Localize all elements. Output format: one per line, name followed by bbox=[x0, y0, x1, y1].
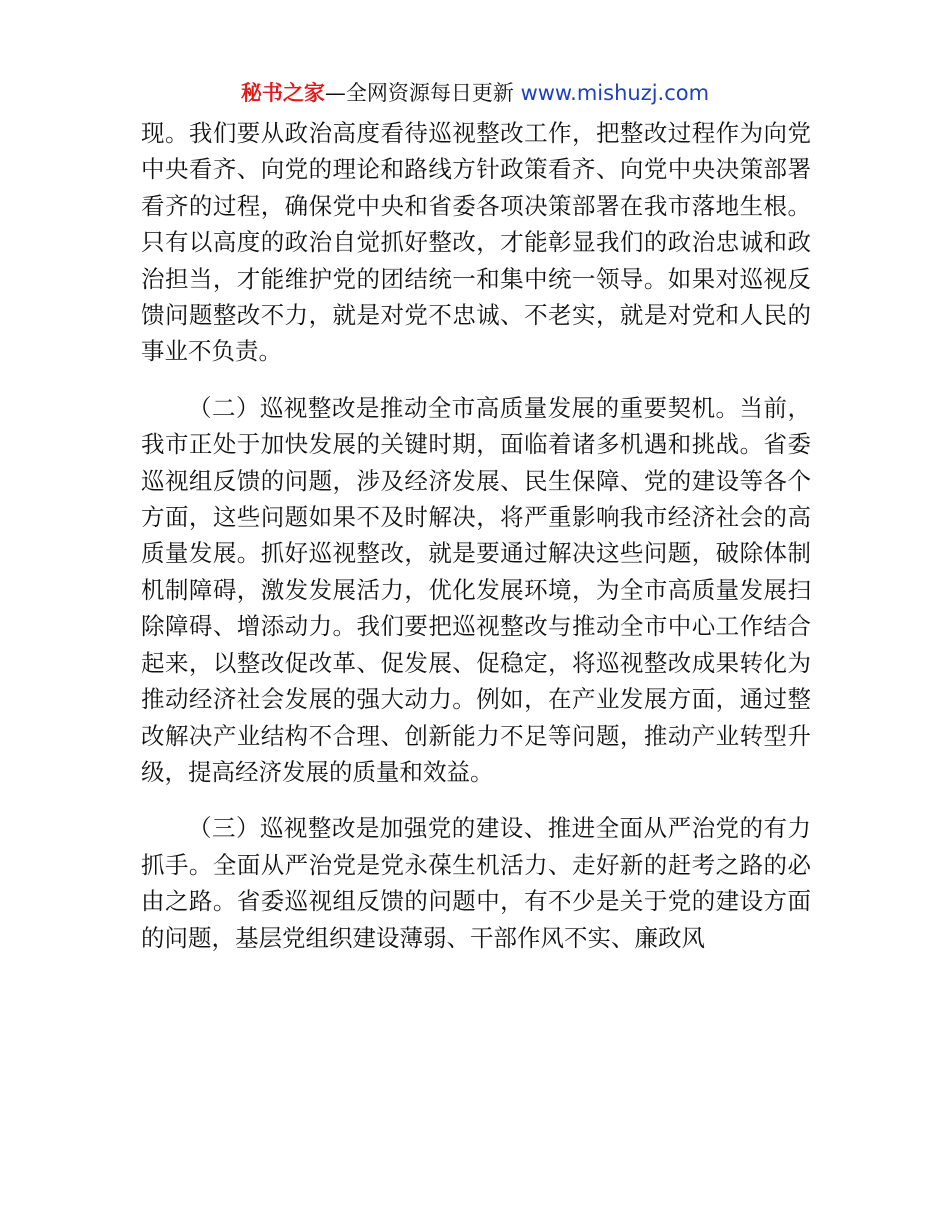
paragraph-continued: 现。我们要从政治高度看待巡视整改工作，把整改过程作为向党中央看齐、向党的理论和路线方针政策看齐、向党中央决策部署看齐的过程，确保党中央和省委各项决策部署在我市落地生根。只有以高度的政治自觉抓好整改，才能彰显我们的政治忠诚和政治担当，才能维护党的团结统一和集中统一领导。如果对巡视反馈问题整改不力，就是对党不忠诚、不老实，就是对党和人民的事业不负责。 bbox=[141, 119, 811, 366]
document-body bbox=[141, 115, 811, 956]
paragraph-section-3: （三）巡视整改是加强党的建设、推进全面从严治党的有力抓手。全面从严治党是党永葆生机活力、走好新的赶考之路的必由之路。省委巡视组反馈的问题中，有不少是关于党的建设方面的问题，基层党组织建设薄弱、干部作风不实、廉政风 bbox=[141, 814, 811, 952]
page-header bbox=[0, 78, 950, 108]
header-tagline: —全网资源每日更新 bbox=[324, 81, 521, 105]
paragraph-section-2: （二）巡视整改是推动全市高质量发展的重要契机。当前，我市正处于加快发展的关键时期，面临着诸多机遇和挑战。省委巡视组反馈的问题，涉及经济发展、民生保障、党的建设等各个方面，这些问题如果不及时解决，将严重影响我市经济社会的高质量发展。抓好巡视整改，就是要通过解决这些问题，破除体制机制障碍，激发发展活力，优化发展环境，为全市高质量发展扫除障碍、增添动力。我们要把巡视整改与推动全市中心工作结合起来，以整改促改革、促发展、促稳定，将巡视整改成果转化为推动经济社会发展的强大动力。例如，在产业发展方面，通过整改解决产业结构不合理、创新能力不足等问题，推动产业转型升级，提高经济发展的质量和效益。 bbox=[141, 393, 811, 786]
site-url-link[interactable]: www.mishuzj.com bbox=[520, 81, 710, 105]
brand-name: 秘书之家 bbox=[240, 81, 325, 105]
